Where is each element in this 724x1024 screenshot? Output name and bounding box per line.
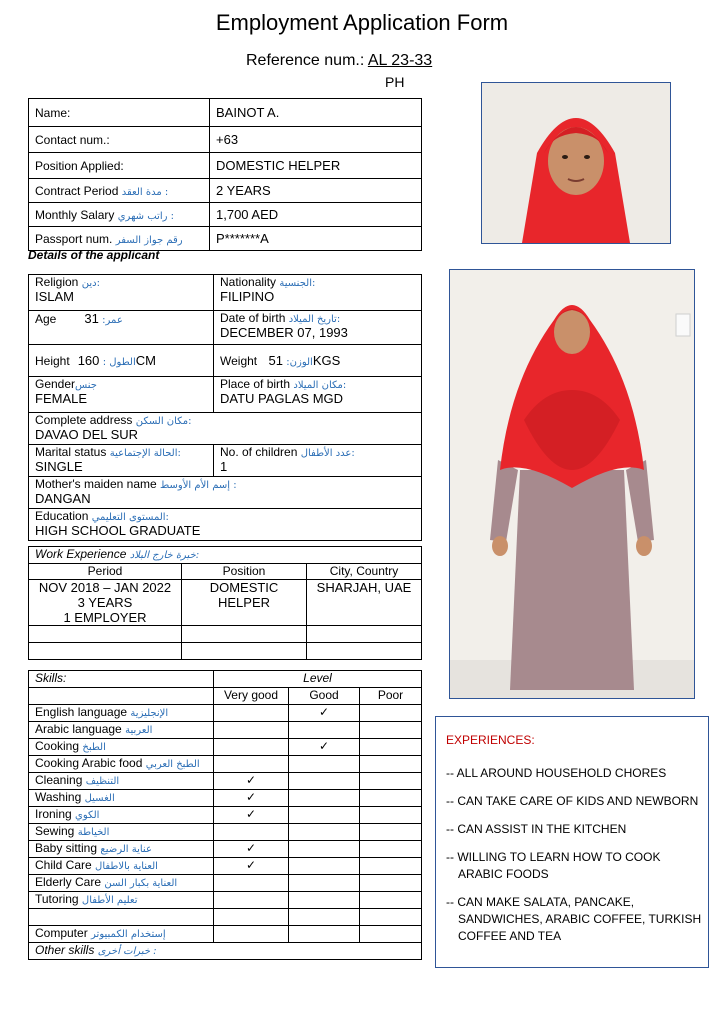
checkmark-icon: ✓ <box>214 858 289 875</box>
gender-cell: Genderجنس FEMALE <box>29 377 214 413</box>
skill-level-cell <box>214 875 289 892</box>
skill-level-cell <box>360 807 422 824</box>
skill-label: English language الإنجليزية <box>29 705 214 722</box>
skill-row <box>29 722 422 739</box>
address-cell: Complete address مكان السكن: DAVAO DEL SUR <box>29 413 422 445</box>
skill-row <box>29 773 422 790</box>
experience-item: -- CAN TAKE CARE OF KIDS AND NEWBORN <box>446 794 699 808</box>
level-heading: Level <box>214 671 422 688</box>
skill-row <box>29 858 422 875</box>
height-value: 160CM <box>77 353 156 368</box>
skill-row <box>29 705 422 722</box>
checkmark-icon: ✓ <box>214 773 289 790</box>
gender-value: FEMALE <box>35 391 88 406</box>
personal-info-table <box>28 98 422 251</box>
skill-label: Washing الغسيل <box>29 790 214 807</box>
headshot-illustration <box>482 83 670 243</box>
skill-level-cell <box>360 773 422 790</box>
skill-level-cell <box>360 926 422 943</box>
skill-row <box>29 807 422 824</box>
skill-level-cell <box>360 790 422 807</box>
dob-value: DECEMBER 07, 1993 <box>220 325 348 340</box>
full-body-illustration <box>450 270 694 698</box>
skill-row <box>29 875 422 892</box>
info-row <box>29 203 422 227</box>
pob-value: DATU PAGLAS MGD <box>220 391 344 406</box>
info-value: 1,700 AED <box>210 203 422 227</box>
religion-cell: Religion دين: ISLAM <box>29 275 214 311</box>
skill-level-cell <box>360 841 422 858</box>
work-city: SHARJAH, UAE <box>307 580 422 626</box>
info-value: BAINOT A. <box>210 99 422 127</box>
skill-level-cell <box>289 909 360 926</box>
info-row <box>29 227 422 251</box>
pob-cell: Place of birth مكان الميلاد: DATU PAGLAS MGD <box>214 377 422 413</box>
skill-level-cell <box>360 722 422 739</box>
skill-row <box>29 790 422 807</box>
skill-level-cell <box>214 824 289 841</box>
reference-value: AL 23-33 <box>367 52 433 69</box>
skill-level-cell <box>360 909 422 926</box>
skill-level-cell <box>214 739 289 756</box>
skill-label: Tutoring تعليم الأطفال <box>29 892 214 909</box>
weight-cell: Weight الوزن: 51KGS <box>214 345 422 377</box>
experience-item: -- CAN MAKE SALATA, PANCAKE, SANDWICHES, ARABIC COFFEE, TURKISH COFFEE AND TEA <box>446 895 702 943</box>
nationality-cell: Nationality الجنسية: FILIPINO <box>214 275 422 311</box>
work-heading: Work Experience خبرة خارج البلاد: <box>29 547 422 564</box>
experiences-list <box>446 765 706 956</box>
col-city: City, Country <box>307 564 422 580</box>
reference-label: Reference num.: <box>246 52 365 69</box>
skill-label: Arabic language العربية <box>29 722 214 739</box>
skill-level-cell <box>289 722 360 739</box>
age-value: 31 <box>84 311 99 326</box>
skill-level-cell <box>214 892 289 909</box>
nationality-value: FILIPINO <box>220 289 275 304</box>
skill-level-cell <box>289 926 360 943</box>
info-value: DOMESTIC HELPER <box>210 153 422 179</box>
children-value: 1 <box>220 459 228 474</box>
level-very-good: Very good <box>214 688 289 705</box>
height-cell: Height الطول : 160CM <box>29 345 214 377</box>
level-good: Good <box>289 688 360 705</box>
checkmark-icon: ✓ <box>289 705 360 722</box>
info-label: Name: <box>29 99 210 127</box>
education-cell: Education المستوى التعليمي: HIGH SCHOOL GRADUATE <box>29 509 422 541</box>
skill-level-cell <box>289 892 360 909</box>
reference-sub: PH <box>385 74 405 90</box>
address-value: DAVAO DEL SUR <box>35 427 139 442</box>
skill-level-cell <box>360 858 422 875</box>
work-position: DOMESTIC HELPER <box>182 580 307 626</box>
marital-cell: Marital status الحالة الإجتماعية: SINGLE <box>29 445 214 477</box>
children-cell: No. of children عدد الأطفال: 1 <box>214 445 422 477</box>
info-row <box>29 99 422 127</box>
info-row <box>29 127 422 153</box>
info-value: 2 YEARS <box>210 179 422 203</box>
experience-item: -- CAN ASSIST IN THE KITCHEN <box>446 822 627 836</box>
skill-level-cell <box>360 892 422 909</box>
skill-label: Cooking Arabic food الطبخ العربي <box>29 756 214 773</box>
other-skills: Other skills خبرات أخرى : <box>29 943 422 960</box>
skill-label: Elderly Care العناية بكبار السن <box>29 875 214 892</box>
col-position: Position <box>182 564 307 580</box>
skill-level-cell <box>360 739 422 756</box>
skill-label: Ironing الكوي <box>29 807 214 824</box>
info-label: Contract Period مدة العقد : <box>29 179 210 203</box>
skill-row <box>29 892 422 909</box>
skill-level-cell <box>360 824 422 841</box>
info-value: P*******A <box>210 227 422 251</box>
skill-level-cell <box>289 824 360 841</box>
maiden-value: DANGAN <box>35 491 91 506</box>
skill-row <box>29 909 422 926</box>
skills-table <box>28 670 422 960</box>
work-period: NOV 2018 – JAN 2022 3 YEARS 1 EMPLOYER <box>29 580 182 626</box>
skill-level-cell <box>214 926 289 943</box>
info-value: +63 <box>210 127 422 153</box>
skill-level-cell <box>289 790 360 807</box>
headshot-photo <box>481 82 671 244</box>
checkmark-icon: ✓ <box>214 790 289 807</box>
level-poor: Poor <box>360 688 422 705</box>
education-value: HIGH SCHOOL GRADUATE <box>35 523 201 538</box>
work-experience-table <box>28 546 422 660</box>
skill-label: Child Care العناية بالاطفال <box>29 858 214 875</box>
skill-label: Computer إستخدام الكمبيوتر <box>29 926 214 943</box>
marital-value: SINGLE <box>35 459 83 474</box>
experiences-heading: EXPERIENCES: <box>446 733 535 747</box>
checkmark-icon: ✓ <box>289 739 360 756</box>
dob-cell: Date of birth تاريخ الميلاد: DECEMBER 07, 1993 <box>214 311 422 345</box>
skill-level-cell <box>360 756 422 773</box>
col-period: Period <box>29 564 182 580</box>
skill-label: Sewing الخياطة <box>29 824 214 841</box>
skills-heading: Skills: <box>29 671 214 688</box>
skill-level-cell <box>289 773 360 790</box>
skill-row <box>29 739 422 756</box>
skill-level-cell <box>360 875 422 892</box>
form-title: Employment Application Form <box>215 10 509 35</box>
skill-row <box>29 756 422 773</box>
skill-level-cell <box>214 705 289 722</box>
skill-level-cell <box>214 756 289 773</box>
checkmark-icon: ✓ <box>214 841 289 858</box>
info-label: Monthly Salary راتب شهري : <box>29 203 210 227</box>
skill-row <box>29 926 422 943</box>
info-row <box>29 179 422 203</box>
skill-level-cell <box>289 875 360 892</box>
info-label: Position Applied: <box>29 153 210 179</box>
experiences-box <box>435 716 709 968</box>
skill-level-cell <box>214 909 289 926</box>
skill-row <box>29 841 422 858</box>
skill-label: Baby sitting عناية الرضيع <box>29 841 214 858</box>
experience-item: -- WILLING TO LEARN HOW TO COOK ARABIC FOODS <box>446 850 661 881</box>
skill-level-cell <box>214 722 289 739</box>
skill-label <box>29 909 214 926</box>
skill-label: Cleaning التنظيف <box>29 773 214 790</box>
maiden-cell: Mother's maiden name إسم الأم الأوسط : DANGAN <box>29 477 422 509</box>
details-heading: Details of the applicant <box>28 248 160 262</box>
skill-label: Cooking الطبخ <box>29 739 214 756</box>
reference-line <box>246 52 432 70</box>
info-label: Passport num. رقم جواز السفر <box>29 227 210 251</box>
skill-level-cell <box>289 858 360 875</box>
weight-value: 51KGS <box>268 353 341 368</box>
full-body-photo <box>449 269 695 699</box>
age-cell: Age عمر: 31 <box>29 311 214 345</box>
info-row <box>29 153 422 179</box>
skill-level-cell <box>289 807 360 824</box>
skill-level-cell <box>360 705 422 722</box>
religion-value: ISLAM <box>35 289 75 304</box>
skill-level-cell <box>289 841 360 858</box>
skill-level-cell <box>289 756 360 773</box>
skill-row <box>29 824 422 841</box>
checkmark-icon: ✓ <box>214 807 289 824</box>
experience-item: -- ALL AROUND HOUSEHOLD CHORES <box>446 766 667 780</box>
info-label: Contact num.: <box>29 127 210 153</box>
details-table <box>28 274 422 541</box>
